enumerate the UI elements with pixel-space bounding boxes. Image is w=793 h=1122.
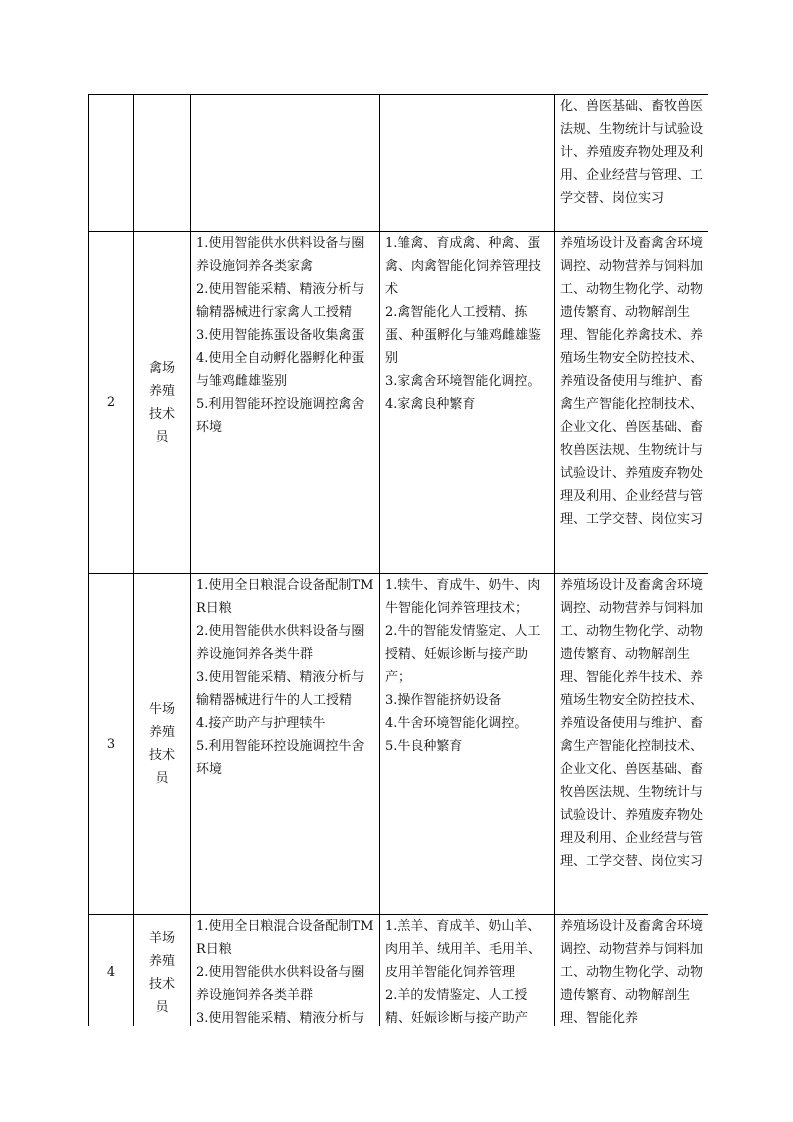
courses-text: 养殖场设计及畜禽舍环境调控、动物营养与饲料加工、动物生物化学、动物遗传繁育、动物解剖生理、智能化养禽技术、养殖场生物安全防控技术、养殖设备使用与维护、畜禽生产智能化控制技术、企业文化、兽医基础、畜牧兽医法规、生物统计与试验设计、养殖废弃物处理及利用、企业经营与管理、工学交替、岗位实习 (560, 236, 704, 527)
tech-item: 4.家禽良种繁育 (385, 397, 476, 412)
core-tech-cell (380, 95, 555, 232)
job-role-text: 禽场养殖技术员 (148, 360, 175, 445)
work-tasks-cell (191, 915, 380, 1027)
table-row (89, 574, 709, 915)
courses-cell (555, 95, 709, 232)
tech-item: 5.牛良种繁育 (385, 739, 463, 754)
table-row (89, 915, 709, 1027)
task-item: 4.使用全自动孵化器孵化种蛋与雏鸡雌雄鉴别 (196, 351, 365, 389)
tech-item: 4.牛舍环境智能化调控。 (385, 716, 528, 731)
task-item: 1.使用智能供水供料设备与圈养设施饲养各类家禽 (196, 236, 365, 274)
work-tasks-cell (191, 232, 380, 574)
task-item: 1.使用全日粮混合设备配制TMR日粮 (196, 578, 374, 616)
task-item: 3.使用智能采精、精液分析与输精器械进行牛的人工授精 (196, 670, 365, 708)
job-role-cell (134, 915, 191, 1027)
row-number-cell: 3 (89, 574, 134, 915)
tech-item: 2.羊的发情鉴定、人工授精、妊娠诊断与接产助产 (385, 988, 529, 1026)
tech-item: 3.家禽舍环境智能化调控。 (385, 374, 541, 389)
tech-item: 2.禽智能化人工授精、拣蛋、种蛋孵化与雏鸡雌雄鉴别 (385, 305, 542, 366)
courses-cell (555, 232, 709, 574)
tech-item: 1.羔羊、育成羊、奶山羊、肉用羊、绒用羊、毛用羊、皮用羊智能化饲养管理 (385, 919, 542, 980)
tech-item: 1.犊牛、育成牛、奶牛、肉牛智能化饲养管理技术； (385, 578, 541, 616)
core-tech-cell (380, 574, 555, 915)
task-item: 3.使用智能采精、精液分析与 (196, 1011, 365, 1026)
document-page (88, 94, 708, 1026)
work-tasks-cell (191, 574, 380, 915)
task-item: 5.利用智能环控设施调控禽舍环境 (196, 397, 365, 435)
task-item: 1.使用全日粮混合设备配制TMR日粮 (196, 919, 374, 957)
job-role-text: 牛场养殖技术员 (148, 702, 175, 786)
tech-item: 3.操作智能挤奶设备 (385, 693, 502, 708)
tech-item: 1.雏禽、育成禽、种禽、蛋禽、肉禽智能化饲养管理技术 (385, 236, 542, 297)
work-tasks-cell (191, 95, 380, 232)
task-item: 3.使用智能拣蛋设备收集禽蛋 (196, 328, 365, 343)
task-item: 2.使用智能供水供料设备与圈养设施饲养各类羊群 (196, 965, 365, 1003)
core-tech-cell (380, 915, 555, 1027)
courses-cell (555, 915, 709, 1027)
row-number-cell (89, 95, 134, 232)
row-number-cell: 2 (89, 232, 134, 574)
task-item: 2.使用智能供水供料设备与圈养设施饲养各类牛群 (196, 624, 365, 662)
courses-text: 养殖场设计及畜禽舍环境调控、动物营养与饲料加工、动物生物化学、动物遗传繁育、动物解剖生理、智能化养牛技术、养殖场生物安全防控技术、养殖设备使用与维护、畜禽生产智能化控制技术、企业文化、兽医基础、畜牧兽医法规、生物统计与试验设计、养殖废弃物处理及利用、企业经营与管理、工学交替、岗位实习 (560, 578, 704, 869)
task-item: 2.使用智能采精、精液分析与输精器械进行家禽人工授精 (196, 282, 365, 320)
job-role-cell (134, 574, 191, 915)
job-role-cell (134, 95, 191, 232)
job-role-text: 羊场养殖技术员 (148, 930, 175, 1015)
task-item: 5.利用智能环控设施调控牛舍环境 (196, 739, 365, 777)
task-item: 4.接产助产与护理犊牛 (196, 716, 326, 731)
table-row (89, 232, 709, 574)
courses-text: 化、兽医基础、畜牧兽医法规、生物统计与试验设计、养殖废弃物处理及利用、企业经营与管理、工学交替、岗位实习 (560, 99, 704, 206)
tech-item: 2.牛的智能发情鉴定、人工授精、妊娠诊断与接产助产； (385, 624, 541, 685)
core-tech-cell (380, 232, 555, 574)
table-row (89, 95, 709, 232)
courses-text: 养殖场设计及畜禽舍环境调控、动物营养与饲料加工、动物生物化学、动物遗传繁育、动物解剖生理、智能化养 (560, 919, 704, 1026)
courses-cell (555, 574, 709, 915)
row-number-cell: 4 (89, 915, 134, 1027)
job-role-cell (134, 232, 191, 574)
job-course-table (88, 94, 708, 1026)
